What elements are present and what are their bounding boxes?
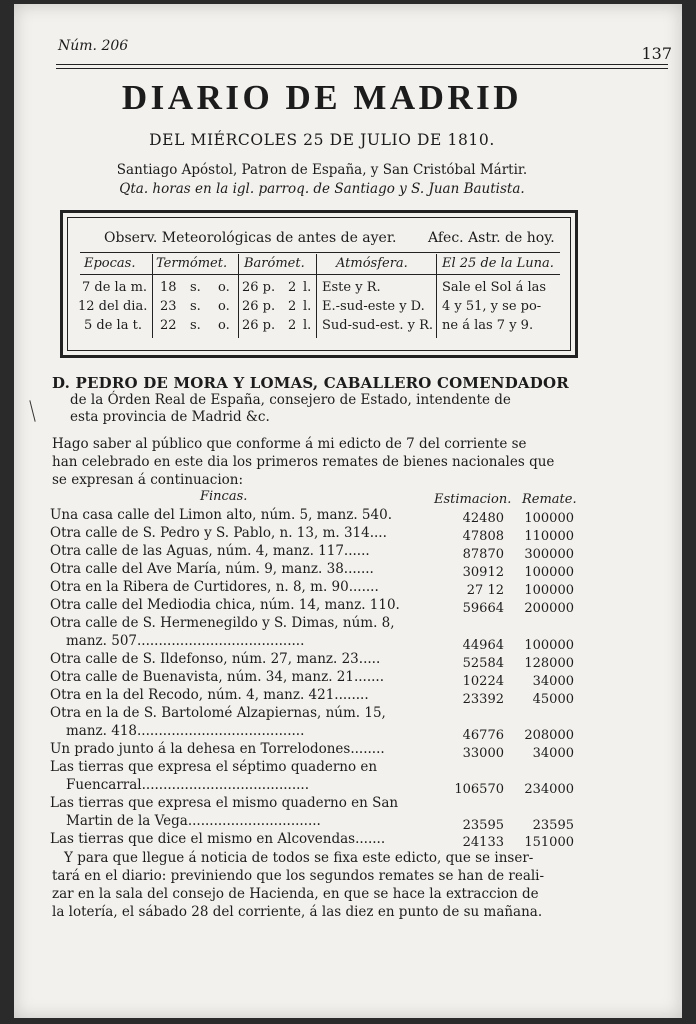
col-divider xyxy=(152,254,153,338)
col-epocas: Epocas. xyxy=(84,256,136,271)
margin-mark xyxy=(29,400,35,422)
row3-barom-l: l. xyxy=(303,318,312,333)
row1-term-s: s. xyxy=(190,280,201,295)
col-termometro: Termómet. xyxy=(156,256,228,271)
col-estimacion: Estimacion. xyxy=(434,492,512,507)
estimate-6: 59664 xyxy=(462,601,504,616)
decree-subtitle-2: esta provincia de Madrid &c. xyxy=(70,409,270,425)
observations-rule xyxy=(80,252,560,253)
row1-barom-2: 2 xyxy=(288,280,297,295)
auction-7: 100000 xyxy=(524,638,574,653)
auction-15: 151000 xyxy=(524,835,574,850)
estimate-8: 52584 xyxy=(462,656,504,671)
property-row-7: Otra calle de S. Hermenegildo y S. Dimas, núm. 8, xyxy=(50,615,395,631)
property-row-7-cont: manz. 507....................................... xyxy=(66,633,305,649)
saints-line: Santiago Apóstol, Patron de España, y San Cristóbal Mártir. xyxy=(116,162,528,178)
property-row-3: Otra calle de las Aguas, núm. 4, manz. 117...... xyxy=(50,543,370,559)
estimate-5: 27 12 xyxy=(466,583,504,598)
col-divider xyxy=(316,254,317,338)
row2-barom-l: l. xyxy=(303,299,312,314)
astro-line-3: ne á las 7 y 9. xyxy=(442,318,534,333)
row3-term: 22 xyxy=(160,318,177,333)
decree-heading: D. PEDRO DE MORA Y LOMAS, CABALLERO COMENDADOR xyxy=(52,374,569,392)
decree-subtitle-1: de la Órden Real de España, consejero de Estado, intendente de xyxy=(70,392,511,408)
property-row-15: Las tierras que dice el mismo en Alcovendas....... xyxy=(50,831,386,847)
row3-term-s: s. xyxy=(190,318,201,333)
row3-epoca: 5 de la t. xyxy=(84,318,142,333)
page-number: 137 xyxy=(641,44,672,63)
col-divider xyxy=(238,254,239,338)
row2-term-o: o. xyxy=(218,299,230,314)
property-row-4: Otra calle del Ave María, núm. 9, manz. 38....... xyxy=(50,561,374,577)
property-row-13-cont: Fuencarral....................................... xyxy=(66,777,309,793)
col-remate: Remate. xyxy=(522,492,577,507)
auction-13: 234000 xyxy=(524,782,574,797)
estimate-4: 30912 xyxy=(462,565,504,580)
auction-2: 110000 xyxy=(524,529,574,544)
issue-date: DEL MIÉRCOLES 25 DE JULIO DE 1810. xyxy=(149,131,495,149)
estimate-13: 106570 xyxy=(454,782,504,797)
row1-epoca: 7 de la m. xyxy=(82,280,148,295)
auction-12: 34000 xyxy=(532,746,574,761)
row2-term-s: s. xyxy=(190,299,201,314)
row3-barom-2: 2 xyxy=(288,318,297,333)
row3-term-o: o. xyxy=(218,318,230,333)
row3-barom: 26 p. xyxy=(242,318,276,333)
closing-line-3: zar en la sala del consejo de Hacienda, en que se hace la extraccion de xyxy=(52,886,539,902)
intro-line-2: han celebrado en este dia los primeros remates de bienes nacionales que xyxy=(52,454,555,470)
row1-term-o: o. xyxy=(218,280,230,295)
auction-3: 300000 xyxy=(524,547,574,562)
auction-8: 128000 xyxy=(524,656,574,671)
property-row-12: Un prado junto á la dehesa en Torrelodones........ xyxy=(50,741,385,757)
intro-line-1: Hago saber al público que conforme á mi edicto de 7 del corriente se xyxy=(52,436,527,452)
auction-11: 208000 xyxy=(524,728,574,743)
row1-term: 18 xyxy=(160,280,177,295)
astro-line-2: 4 y 51, y se po- xyxy=(442,299,542,314)
issue-number: Núm. 206 xyxy=(58,38,129,54)
auction-4: 100000 xyxy=(524,565,574,580)
closing-line-4: la lotería, el sábado 28 del corriente, á las diez en punto de su mañana. xyxy=(52,904,543,920)
weather-observations-box xyxy=(60,210,578,358)
row1-barom-l: l. xyxy=(303,280,312,295)
estimate-15: 24133 xyxy=(462,835,504,850)
estimate-12: 33000 xyxy=(462,746,504,761)
estimate-1: 42480 xyxy=(462,511,504,526)
header-rule-thin xyxy=(56,68,668,69)
col-fincas: Fincas. xyxy=(200,489,248,504)
devotions-line: Qta. horas en la igl. parroq. de Santiago y S. Juan Bautista. xyxy=(119,181,525,197)
col-luna: El 25 de la Luna. xyxy=(442,256,554,271)
header-rule xyxy=(56,64,668,65)
masthead-title: DIARIO DE MADRID xyxy=(121,78,523,117)
estimate-10: 23392 xyxy=(462,692,504,707)
intro-line-3: se expresan á continuacion: xyxy=(52,472,244,488)
astro-line-1: Sale el Sol á las xyxy=(442,280,547,295)
row1-atmos: Este y R. xyxy=(322,280,381,295)
auction-14: 23595 xyxy=(532,818,574,833)
auction-1: 100000 xyxy=(524,511,574,526)
estimate-2: 47808 xyxy=(462,529,504,544)
auction-10: 45000 xyxy=(532,692,574,707)
property-row-6: Otra calle del Mediodia chica, núm. 14, manz. 110. xyxy=(50,597,400,613)
row2-atmos: E.-sud-este y D. xyxy=(322,299,425,314)
auction-9: 34000 xyxy=(532,674,574,689)
row2-barom: 26 p. xyxy=(242,299,276,314)
col-atmosfera: Atmósfera. xyxy=(336,256,408,271)
property-row-10: Otra en la del Recodo, núm. 4, manz. 421........ xyxy=(50,687,369,703)
property-row-2: Otra calle de S. Pedro y S. Pablo, n. 13, m. 314.... xyxy=(50,525,387,541)
col-divider xyxy=(436,254,437,338)
row3-atmos: Sud-sud-est. y R. xyxy=(322,318,434,333)
property-row-11: Otra en la de S. Bartolomé Alzapiernas, núm. 15, xyxy=(50,705,386,721)
estimate-3: 87870 xyxy=(462,547,504,562)
col-barometro: Barómet. xyxy=(244,256,305,271)
estimate-7: 44964 xyxy=(462,638,504,653)
closing-line-1: Y para que llegue á noticia de todos se fixa este edicto, que se inser- xyxy=(64,850,534,866)
row1-barom: 26 p. xyxy=(242,280,276,295)
observations-title: Observ. Meteorológicas de antes de ayer. xyxy=(104,230,397,246)
closing-line-2: tará en el diario: previniendo que los segundos remates se han de reali- xyxy=(52,868,545,884)
auction-6: 200000 xyxy=(524,601,574,616)
auction-5: 100000 xyxy=(524,583,574,598)
estimate-14: 23595 xyxy=(462,818,504,833)
property-row-8: Otra calle de S. Ildefonso, núm. 27, manz. 23..... xyxy=(50,651,381,667)
property-row-5: Otra en la Ribera de Curtidores, n. 8, m. 90....... xyxy=(50,579,379,595)
row2-barom-2: 2 xyxy=(288,299,297,314)
newspaper-page xyxy=(14,4,682,1018)
row2-epoca: 12 del dia. xyxy=(78,299,148,314)
estimate-9: 10224 xyxy=(462,674,504,689)
astro-title: Afec. Astr. de hoy. xyxy=(428,230,555,246)
property-row-11-cont: manz. 418....................................... xyxy=(66,723,305,739)
property-row-9: Otra calle de Buenavista, núm. 34, manz. 21....... xyxy=(50,669,384,685)
property-row-14: Las tierras que expresa el mismo quaderno en San xyxy=(50,795,399,811)
estimate-11: 46776 xyxy=(462,728,504,743)
property-row-1: Una casa calle del Limon alto, núm. 5, manz. 540. xyxy=(50,507,392,523)
property-row-13: Las tierras que expresa el séptimo quaderno en xyxy=(50,759,378,775)
row2-term: 23 xyxy=(160,299,177,314)
property-row-14-cont: Martin de la Vega............................... xyxy=(66,813,321,829)
